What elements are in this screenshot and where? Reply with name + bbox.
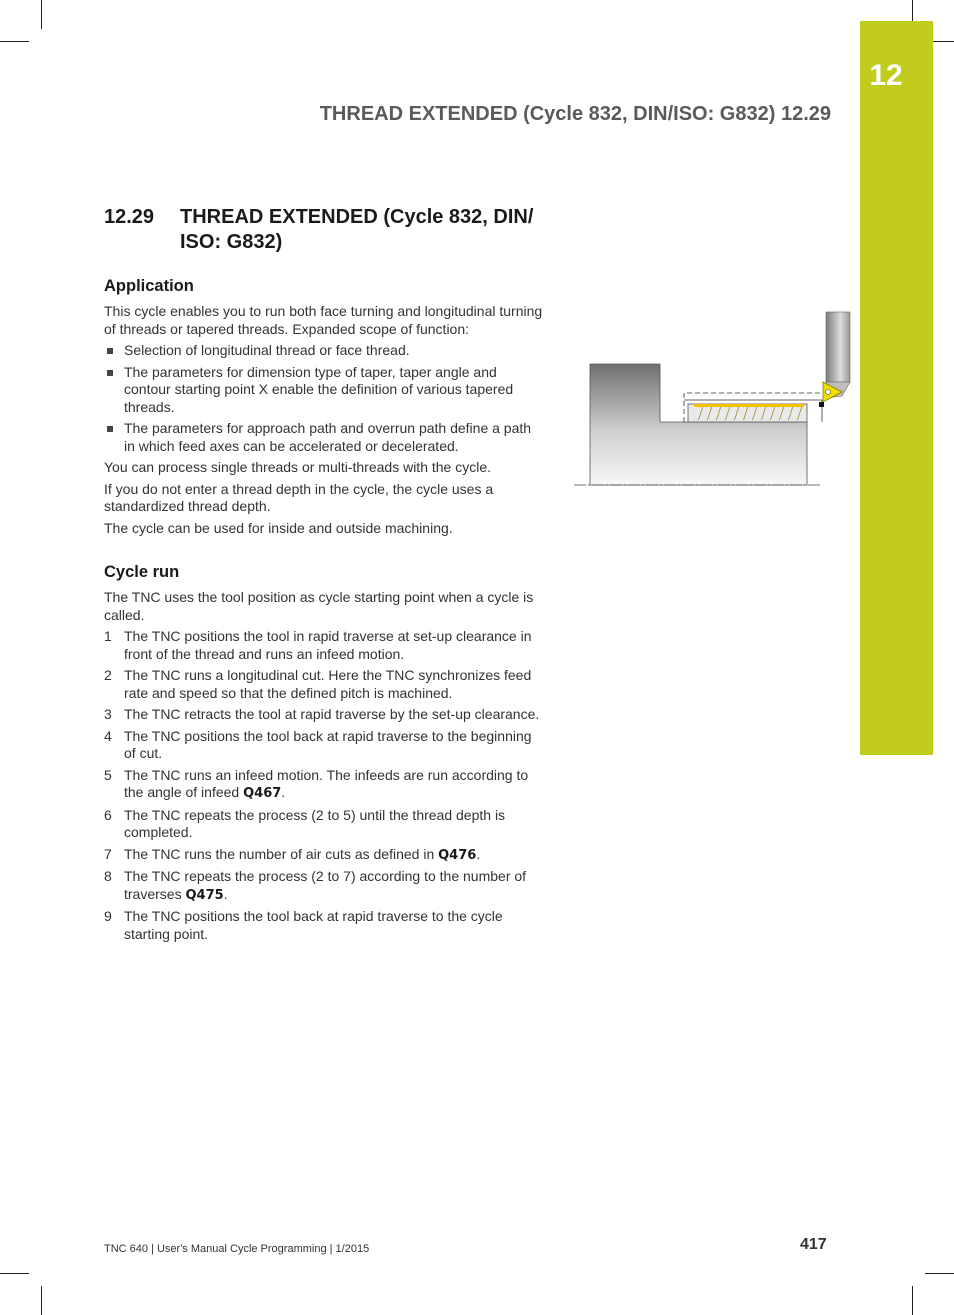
bullet-square-icon — [107, 348, 113, 354]
step-item — [104, 667, 544, 702]
step-item — [104, 868, 544, 904]
step-number: 4 — [104, 727, 112, 744]
section-title-text: THREAD EXTENDED (Cycle 832, DIN/ ISO: G832) — [180, 206, 534, 253]
tool-holder — [826, 312, 850, 382]
bullet-text: The parameters for dimension type of taper, taper angle and contour starting point X enable the definition of various tapered threads. — [124, 363, 514, 415]
step-number: 3 — [104, 706, 112, 722]
section-number: 12.29 — [104, 206, 155, 228]
crop-mark — [912, 1286, 913, 1315]
bullet-item — [104, 420, 544, 455]
step-text-end: . — [223, 885, 228, 902]
crop-mark — [0, 1273, 29, 1274]
running-header: THREAD EXTENDED (Cycle 832, DIN/ISO: G832) 12.29 — [319, 103, 831, 125]
application-paragraph: You can process single threads or multi-threads with the cycle. — [104, 459, 492, 475]
step-text: The TNC runs the number of air cuts as defined in — [124, 845, 439, 862]
bullet-item — [104, 342, 544, 360]
chapter-tab — [860, 21, 933, 755]
chapter-number: 12 — [869, 59, 903, 92]
step-text: The TNC positions the tool back at rapid traverse to the cycle starting point. — [124, 908, 503, 942]
step-text-end: . — [281, 784, 286, 800]
step-text: The TNC runs a longitudinal cut. Here the TNC synchronizes feed rate and speed so that the defined pitch is machined. — [124, 667, 532, 701]
start-point-marker — [819, 402, 824, 407]
crop-mark — [0, 41, 29, 42]
param-code: Q467 — [243, 786, 282, 801]
step-text: The TNC positions the tool in rapid traverse at set-up clearance in front of the thread and runs an infeed motion. — [124, 628, 532, 662]
main-content — [104, 275, 544, 947]
footer-text: TNC 640 | User's Manual Cycle Programming | 1/2015 — [104, 1243, 370, 1255]
step-item — [104, 908, 544, 943]
insert-screw — [826, 390, 831, 395]
step-text: The TNC repeats the process (2 to 5) until the thread depth is completed. — [124, 806, 506, 840]
step-text: The TNC repeats the process (2 to 7) according to the number of traverses — [124, 868, 527, 902]
bullet-square-icon — [107, 370, 113, 376]
step-number: 6 — [104, 806, 112, 823]
crop-mark — [41, 1286, 42, 1315]
application-intro: This cycle enables you to run both face turning and longitudinal turning of threads or tapered threads. Expanded scope of function: — [104, 303, 543, 337]
step-number: 1 — [104, 628, 112, 644]
step-number: 9 — [104, 908, 112, 924]
application-paragraph: If you do not enter a thread depth in the cycle, the cycle uses a standardized thread depth. — [104, 480, 494, 514]
crop-mark — [925, 1273, 954, 1274]
bullet-text: Selection of longitudinal thread or face thread. — [124, 342, 410, 358]
application-heading: Application — [104, 277, 194, 295]
bullet-square-icon — [107, 426, 113, 432]
workpiece-shape — [590, 364, 807, 485]
bullet-item — [104, 364, 544, 417]
step-number: 7 — [104, 845, 112, 862]
step-item — [104, 728, 544, 763]
application-paragraph: The cycle can be used for inside and outside machining. — [104, 519, 453, 536]
application-bullets — [104, 342, 544, 455]
step-item — [104, 628, 544, 663]
thread-band — [694, 404, 804, 407]
step-text: The TNC retracts the tool at rapid traverse by the set-up clearance. — [124, 706, 540, 722]
step-item — [104, 767, 544, 803]
param-code: Q475 — [185, 887, 224, 903]
section-title — [104, 205, 554, 255]
bullet-text: The parameters for approach path and overrun path define a path in which feed axes can be accelerated or decelerated. — [124, 420, 532, 454]
step-text: The TNC positions the tool back at rapid traverse to the beginning of cut. — [124, 727, 532, 761]
cycle-run-heading: Cycle run — [104, 563, 180, 581]
step-item — [104, 706, 544, 724]
step-item — [104, 807, 544, 842]
step-text-end: . — [476, 845, 481, 862]
cycle-run-intro: The TNC uses the tool position as cycle starting point when a cycle is called. — [104, 589, 534, 623]
thread-cycle-diagram — [572, 308, 854, 493]
cycle-run-steps — [104, 628, 544, 943]
step-text: The TNC runs an infeed motion. The infeeds are run according to the angle of infeed — [124, 766, 529, 800]
step-number: 2 — [104, 667, 112, 683]
step-number: 5 — [104, 766, 112, 783]
param-code: Q476 — [438, 847, 477, 863]
step-item — [104, 846, 544, 865]
step-number: 8 — [104, 868, 112, 884]
page-number: 417 — [800, 1236, 827, 1253]
crop-mark — [41, 0, 42, 29]
